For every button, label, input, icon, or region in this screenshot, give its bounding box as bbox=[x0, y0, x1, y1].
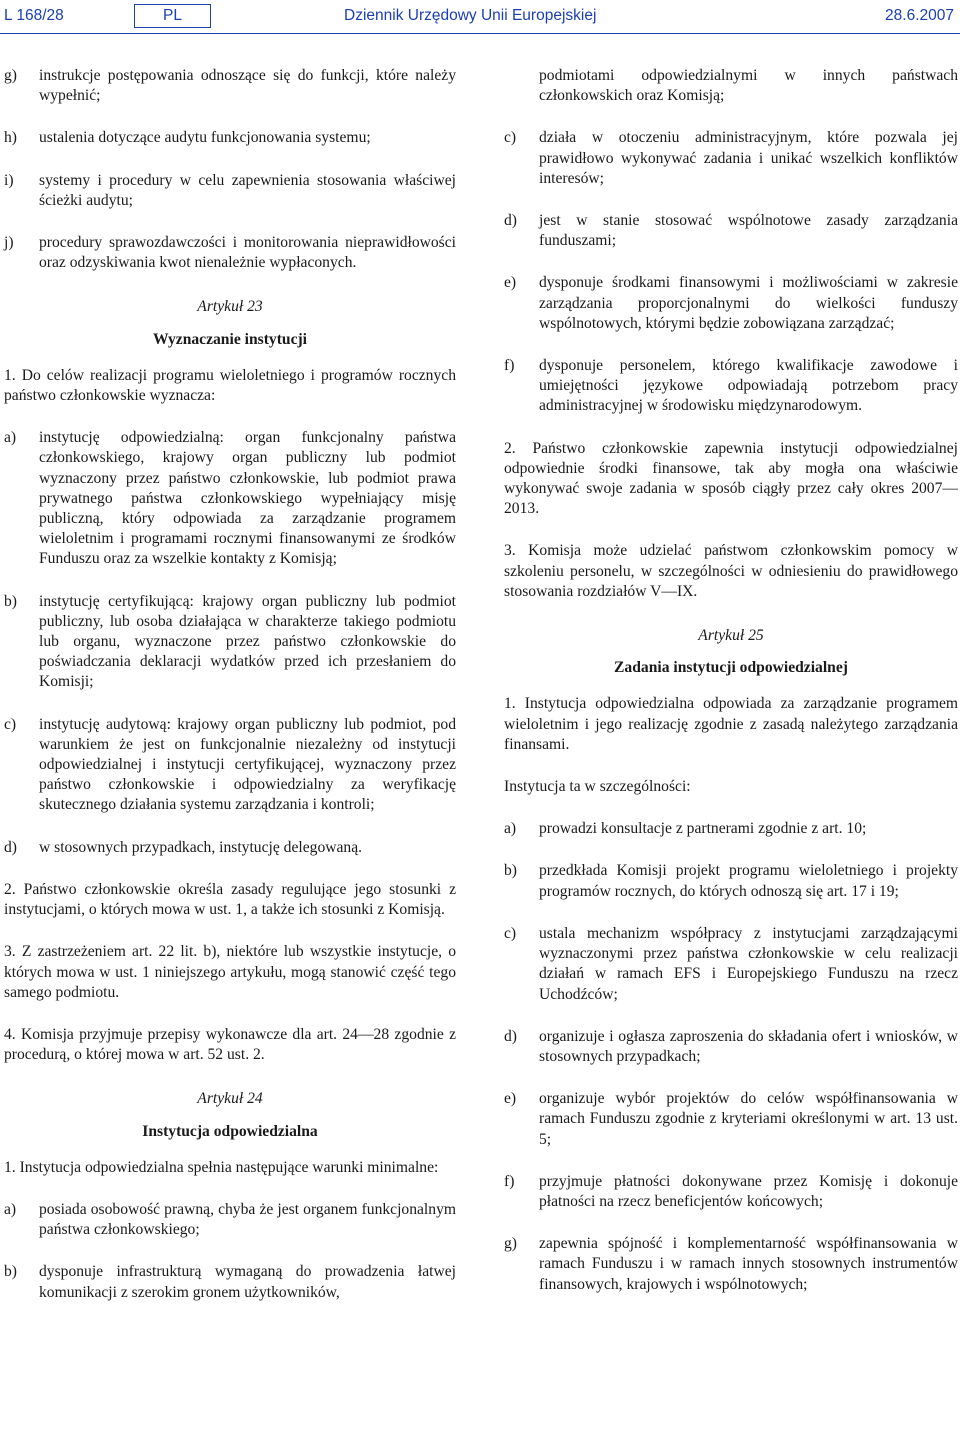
left-column bbox=[4, 66, 456, 1303]
list-item-d: d) w stosownych przypadkach, instytucję delegowaną. bbox=[4, 838, 363, 856]
header-rule bbox=[0, 33, 960, 34]
article-24-paragraph-1: 1. Instytucja odpowiedzialna spełnia następujące warunki minimalne: bbox=[4, 1158, 439, 1176]
article-23-number: Artykuł 23 bbox=[197, 298, 263, 316]
list-item-f-24: f) dysponuje personelem, którego kwalifikacje zawodowe i umiejętności językowe odpowiadają potrzebom pracy administracyjnej w środowisku międzynarodowym. bbox=[504, 357, 958, 415]
list-item-d-25: d) organizuje i ogłasza zaproszenia do składania ofert i wniosków, w stosownych przypadkach; bbox=[504, 1027, 958, 1065]
list-item-b-24-continuation: podmiotami odpowiedzialnymi w innych państwach członkowskich oraz Komisją; bbox=[539, 67, 958, 105]
article-23-paragraph-2: 2. Państwo członkowskie określa zasady regulujące jego stosunki z instytucjami, o których mowa w ust. 1, a także ich stosunki z Komisją. bbox=[4, 880, 456, 919]
article-25-heading: Zadania instytucji odpowiedzialnej bbox=[614, 659, 848, 677]
page-reference: L 168/28 bbox=[4, 7, 64, 24]
list-item-b: b) instytucję certyfikującą: krajowy organ publiczny lub podmiot publiczny, lub osoba działająca w charakterze takiego podmiotu lub organu, wyznaczone przez państwo członkowskie do poświadczania deklaracji wydatków przed ich przesłaniem do Komisji; bbox=[4, 592, 456, 691]
language-badge: PL bbox=[134, 4, 211, 28]
publication-date: 28.6.2007 bbox=[885, 7, 954, 24]
list-item-f-25: f) przyjmuje płatności dokonywane przez Komisję i dokonuje płatności na rzecz beneficjentów końcowych; bbox=[504, 1172, 958, 1210]
list-item-b-25: b) przedkłada Komisji projekt programu wieloletniego i projekty programów rocznych, do których odnoszą się art. 17 i 19; bbox=[504, 862, 958, 900]
article-24-paragraph-2: 2. Państwo członkowskie zapewnia instytucji odpowiedzialnej odpowiednie środki finansowe, tak aby mogła ona właściwie wykonywać swoje zadania w sposób ciągły przez cały okres 2007—2013. bbox=[504, 439, 958, 518]
article-25-intro: Instytucja ta w szczególności: bbox=[504, 778, 691, 796]
list-item-c-24: c) działa w otoczeniu administracyjnym, które pozwala jej prawidłowo wykonywać zadania i unikać wszelkich konfliktów interesów; bbox=[504, 129, 958, 187]
list-item-c: c) instytucję audytową: krajowy organ publiczny lub podmiot, pod warunkiem że jest on funkcjonalnie niezależny od instytucji odpowiedzialnej i instytucji certyfikującej, wyznaczony przez państwo członkowskie i odpowiedzialny za weryfikację skutecznego działania systemu zarządzania i kontroli; bbox=[4, 715, 456, 814]
article-24-heading: Instytucja odpowiedzialna bbox=[142, 1122, 318, 1140]
list-item-c-25: c) ustala mechanizm współpracy z instytucjami zarządzającymi wyznaczonymi przez państwa członkowskie w celu realizacji działań w ramach EFS i Europejskiego Funduszu na rzecz Uchodźców; bbox=[504, 924, 958, 1003]
list-item-e-24: e) dysponuje środkami finansowymi i możliwościami w zakresie zarządzania proporcjonalnymi do wielkości funduszy wspólnotowych, którymi będzie zobowiązana zarządzać; bbox=[504, 274, 958, 332]
article-25-paragraph-1: 1. Instytucja odpowiedzialna odpowiada za zarządzanie programem wieloletnim i jego realizację zgodnie z zasadą należytego zarządzania finansami. bbox=[504, 695, 958, 753]
list-item-a-25: a) prowadzi konsultacje z partnerami zgodnie z art. 10; bbox=[504, 820, 867, 838]
list-item-i: i) systemy i procedury w celu zapewnienia stosowania właściwej ścieżki audytu; bbox=[4, 171, 456, 209]
article-23-heading: Wyznaczanie instytucji bbox=[152, 330, 308, 348]
article-23-paragraph-1: 1. Do celów realizacji programu wieloletniego i programów rocznych państwo członkowskie wyznacza: bbox=[4, 366, 456, 405]
list-item-g-25: g) zapewnia spójność i komplementarność współfinansowania w ramach Funduszu i w ramach innych stosownych instrumentów finansowych, krajowych i wspólnotowych; bbox=[504, 1235, 958, 1293]
article-23-paragraph-3: 3. Z zastrzeżeniem art. 22 lit. b), niektóre lub wszystkie instytucje, o których mowa w ust. 1 niniejszego artykułu, mogą stanowić część tego samego podmiotu. bbox=[4, 943, 456, 1001]
article-25-number: Artykuł 25 bbox=[698, 627, 764, 645]
list-item-j: j) procedury sprawozdawczości i monitorowania nieprawidłowości oraz odzyskiwania kwot nienależnie wypłaconych. bbox=[4, 234, 456, 272]
list-item-e-25: e) organizuje wybór projektów do celów współfinansowania w ramach Funduszu zgodnie z kryteriami określonymi w art. 13 ust. 5; bbox=[504, 1090, 958, 1148]
article-24-number: Artykuł 24 bbox=[197, 1090, 263, 1108]
list-item-b-24: b) dysponuje infrastrukturą wymaganą do prowadzenia łatwej komunikacji z szerokim gronem użytkowników, bbox=[4, 1263, 456, 1301]
list-item-h: h) ustalenia dotyczące audytu funkcjonowania systemu; bbox=[4, 129, 371, 147]
right-column bbox=[504, 66, 958, 1295]
article-24-paragraph-3: 3. Komisja może udzielać państwom członkowskim pomocy w szkoleniu personelu, w szczególności w odniesieniu do prawidłowego stosowania rozdziałów V—IX. bbox=[504, 542, 958, 600]
article-23-paragraph-4: 4. Komisja przyjmuje przepisy wykonawcze dla art. 24—28 zgodnie z procedurą, o której mowa w art. 52 ust. 2. bbox=[4, 1025, 456, 1064]
list-item-g: g) instrukcje postępowania odnoszące się do funkcji, które należy wypełnić; bbox=[4, 67, 456, 105]
journal-title: Dziennik Urzędowy Unii Europejskiej bbox=[344, 7, 597, 24]
list-item-d-24: d) jest w stanie stosować wspólnotowe zasady zarządzania funduszami; bbox=[504, 212, 958, 250]
journal-header bbox=[0, 0, 960, 34]
list-item-a-24: a) posiada osobowość prawną, chyba że jest organem funkcjonalnym państwa członkowskiego; bbox=[4, 1200, 456, 1239]
list-item-a: a) instytucję odpowiedzialną: organ funkcjonalny państwa członkowskiego, krajowy organ publiczny lub podmiot wyznaczony przez państwo członkowskie, lub podmiot prawa prywatnego państwa członkowskiego wypełniający misję publiczną, który odpowiada za zarządzanie programem wieloletnim i programami rocznymi finansowanymi ze środków Funduszu oraz za wszelkie kontakty z Komisją; bbox=[4, 429, 456, 568]
